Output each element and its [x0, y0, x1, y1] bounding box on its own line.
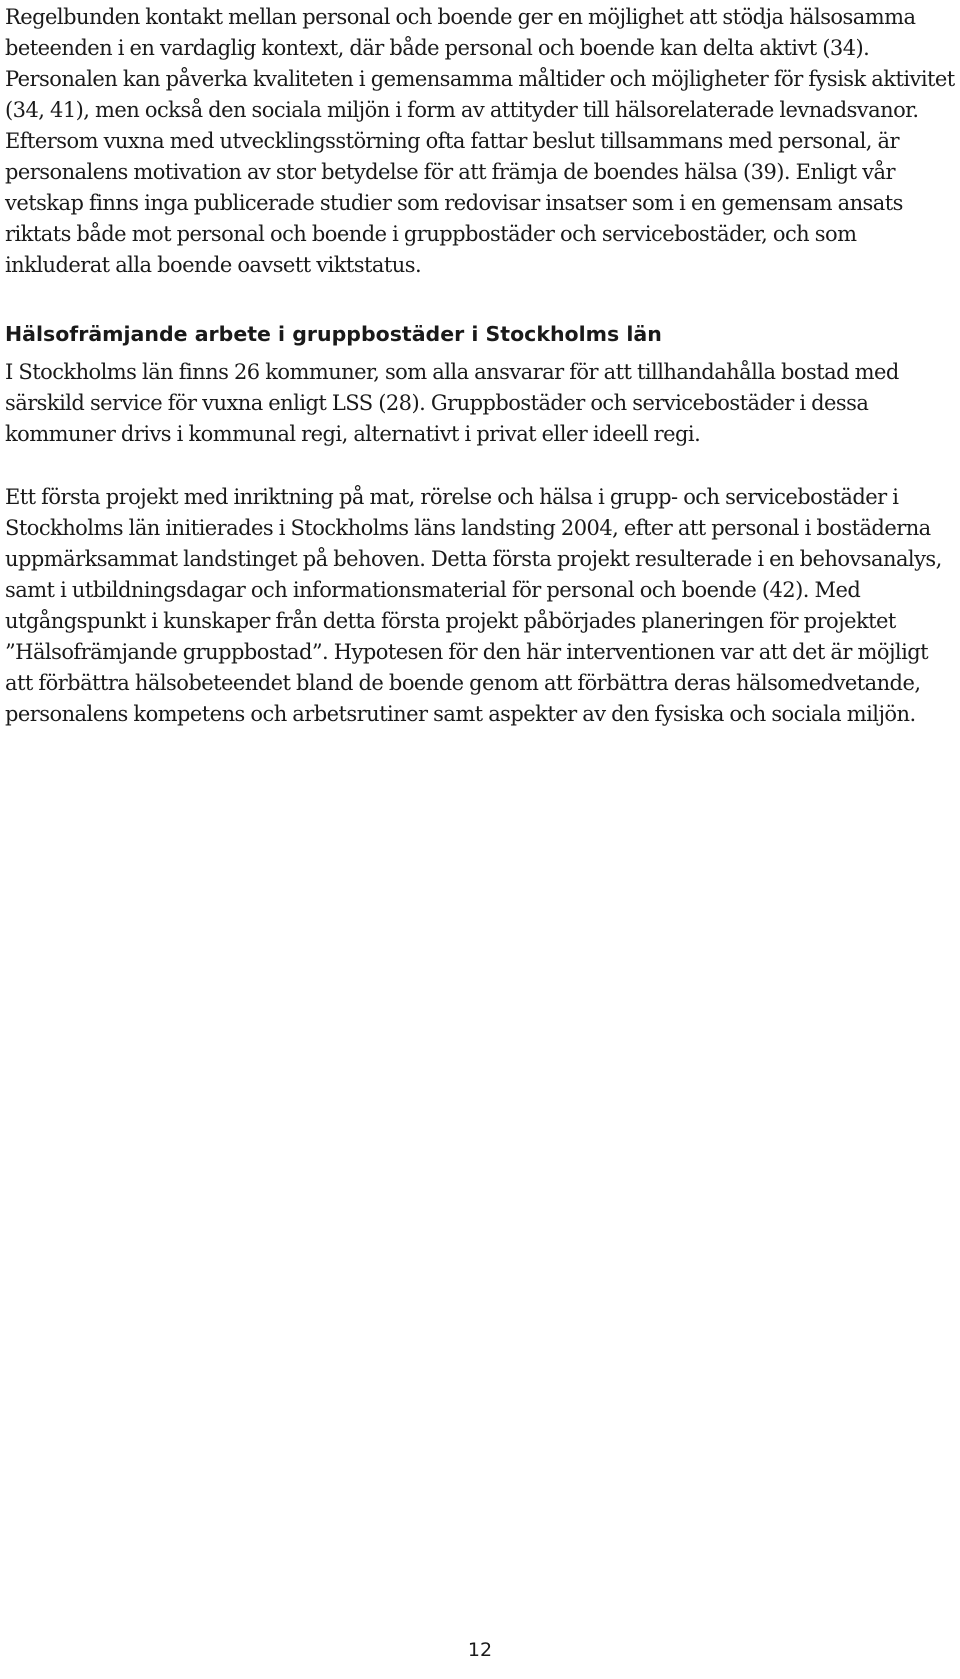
page-number: 12 [467, 1639, 493, 1661]
body-paragraph-project: Ett första projekt med inriktning på mat, rörelse och hälsa i grupp- och servicebostäder i Stockholms län initierades i Stockholms läns landsting 2004, efter att personal i bostäderna uppmärksammat landstinget på behoven. Detta första projekt resulterade i en behovsanalys, samt i utbildningsdagar och informationsmaterial för personal och boende (42). Med utgångspunkt i kunskaper från detta första projekt påbörjades planeringen för projektet ”Hälsofrämjande gruppbostad”. Hypotesen för den här interventionen var att det är möjligt att förbättra hälsobeteendet bland de boende genom att förbättra deras hälsomedvetande, personalens kompetens och arbetsrutiner samt aspekter av den fysiska och sociala miljön. [5, 485, 942, 726]
section-heading: Hälsofrämjande arbete i gruppbostäder i Stockholms län [5, 322, 662, 346]
body-paragraph-municipalities: I Stockholms län finns 26 kommuner, som alla ansvarar för att tillhandahålla bostad med särskild service för vuxna enligt LSS (28). Gruppbostäder och servicebostäder i dessa kommuner drivs i kommunal regi, alternativt i privat eller ideell regi. [5, 360, 899, 446]
body-paragraph-intro: Regelbunden kontakt mellan personal och boende ger en möjlighet att stödja hälsosamma beteenden i en vardaglig kontext, där både personal och boende kan delta aktivt (34). Personalen kan påverka kvaliteten i gemensamma måltider och möjligheter för fysisk aktivitet (34, 41), men också den sociala miljön i form av attityder till hälsorelaterade levnadsvanor. Eftersom vuxna med utvecklingsstörning ofta fattar beslut tillsammans med personal, är personalens motivation av stor betydelse för att främja de boendes hälsa (39). Enligt vår vetskap finns inga publicerade studier som redovisar insatser som i en gemensam ansats riktats både mot personal och boende i gruppbostäder och servicebostäder, och som inkluderat alla boende oavsett viktstatus. [5, 5, 955, 277]
